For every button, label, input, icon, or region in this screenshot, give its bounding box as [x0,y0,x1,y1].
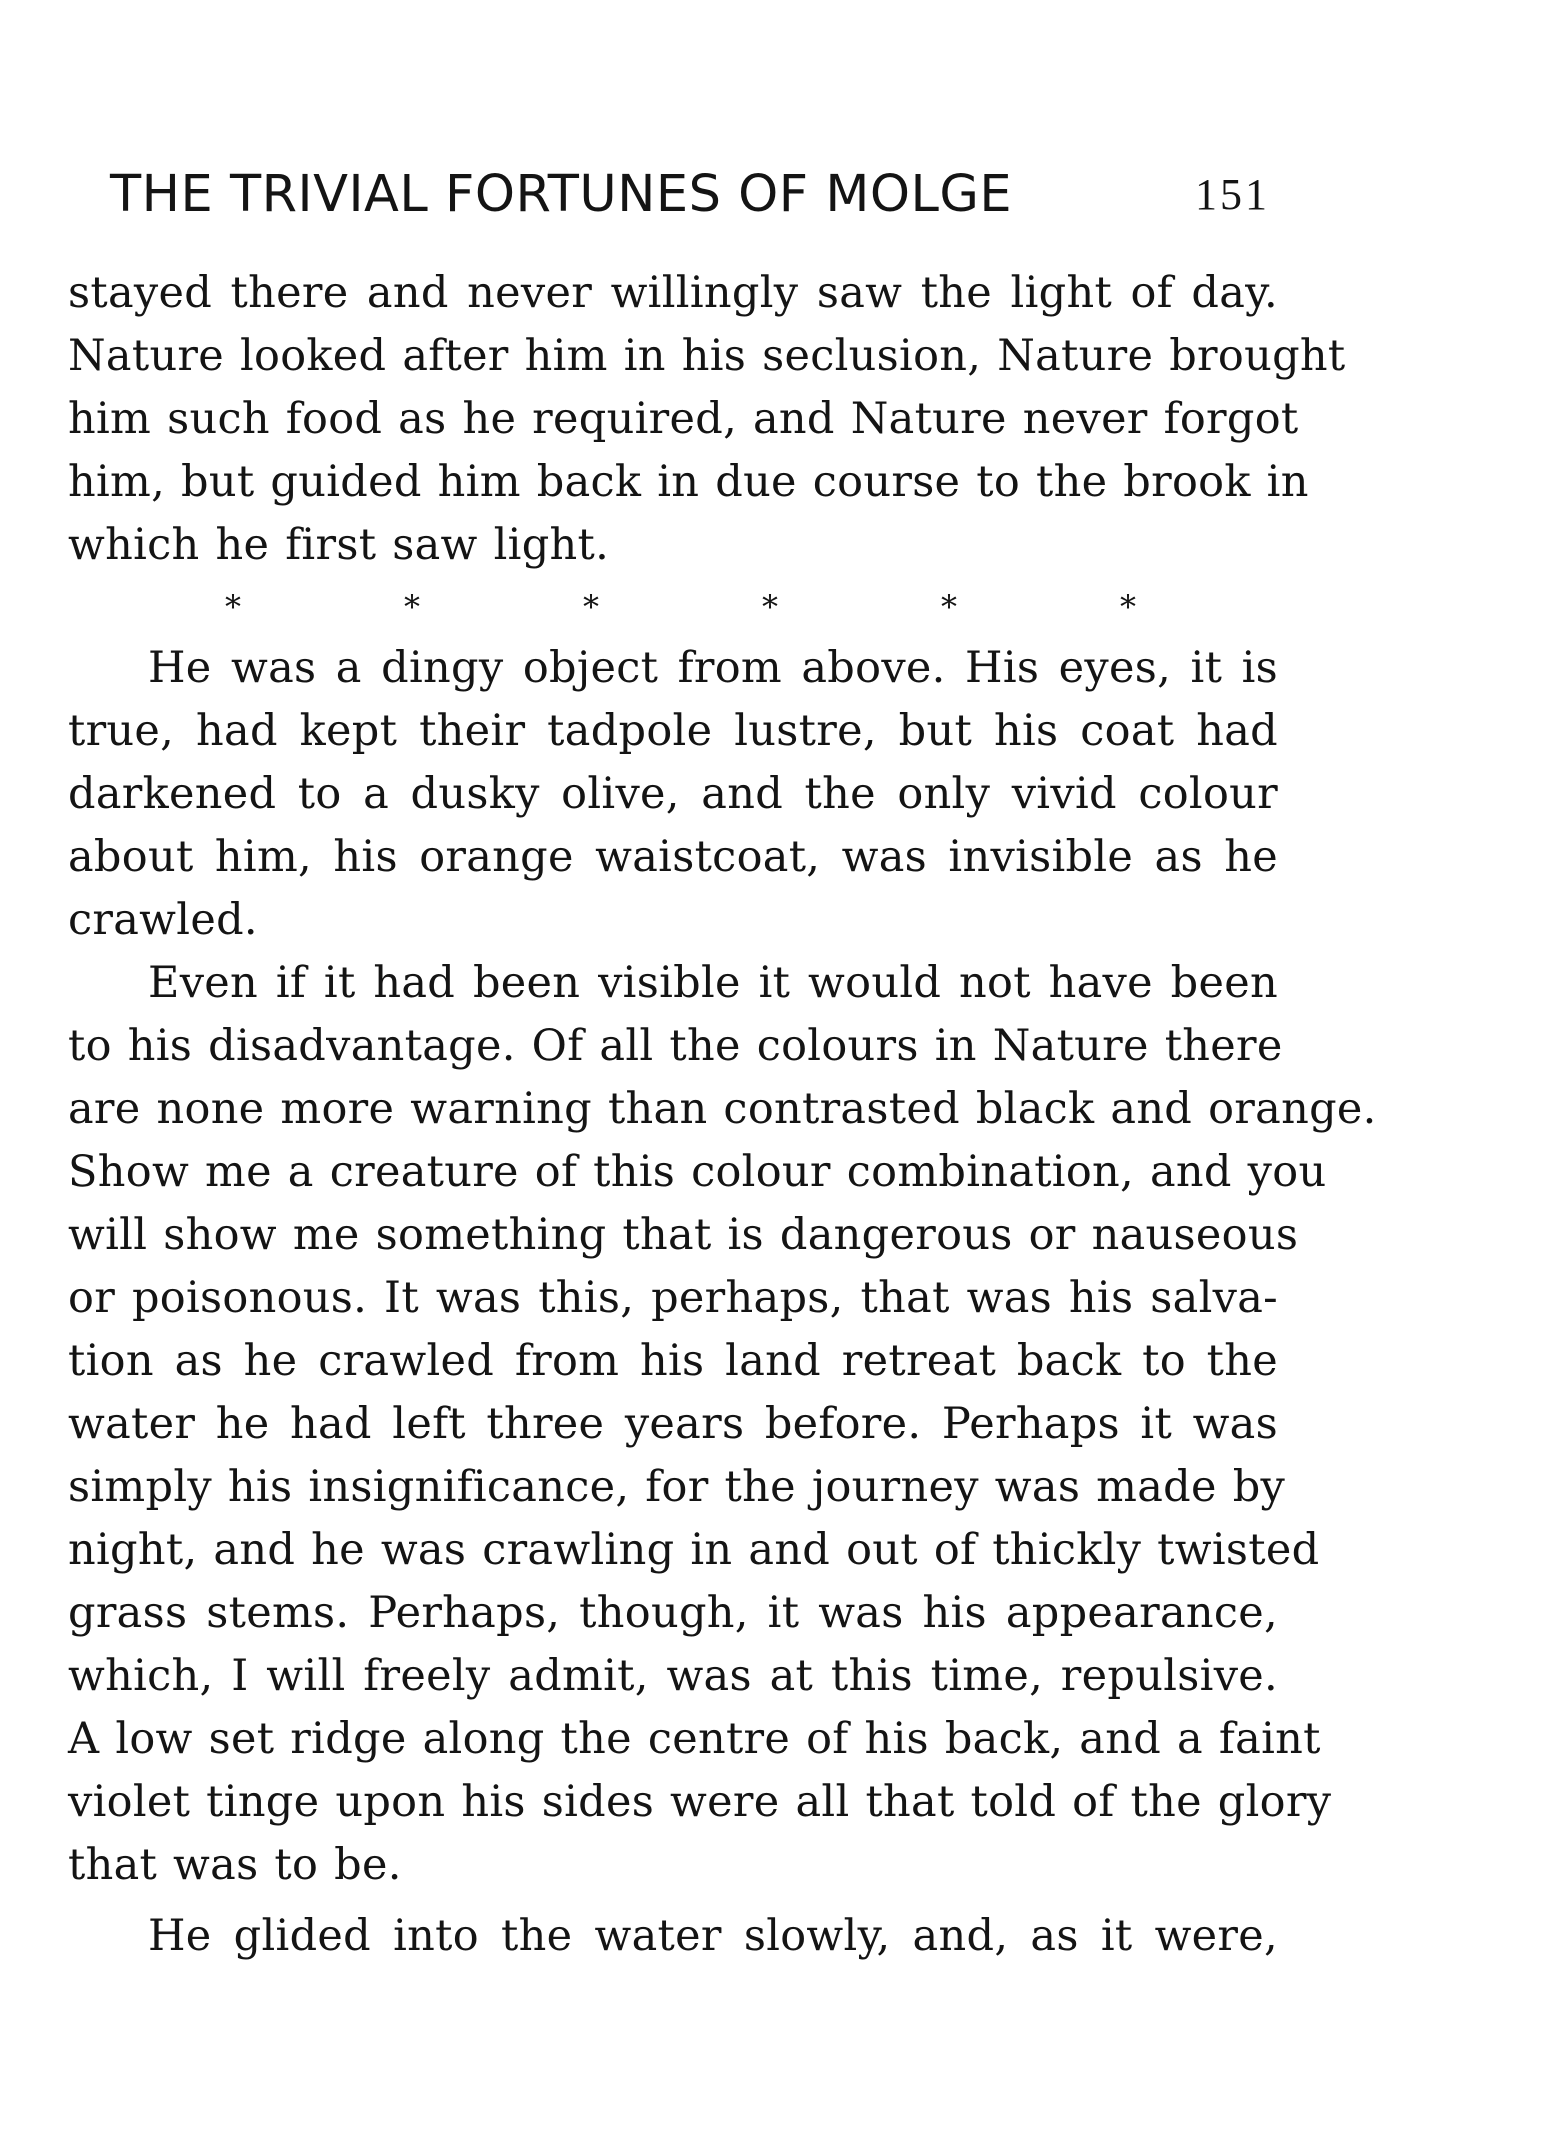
text-line: simply his insignificance, for the journey was made by [68,1462,1286,1512]
text-line: Even if it had been visible it would not have been [148,958,1278,1008]
text-line: will show me something that is dangerous or nauseous [68,1210,1299,1260]
asterisk-icon: * [941,588,957,626]
text-line: grass stems. Perhaps, though, it was his appearance, [68,1588,1278,1638]
paragraph-dingy-object [68,637,1278,952]
text-line: which he first saw light. [68,520,610,570]
text-line: are none more warning than contrasted black and orange. [68,1084,1377,1134]
paragraph-glided [68,1905,1278,1968]
page-number: 151 [1195,170,1270,219]
text-line: him, but guided him back in due course to the brook in [68,457,1309,507]
text-line: night, and he was crawling in and out of thickly twisted [68,1525,1320,1575]
text-line: He was a dingy object from above. His eyes, it is [148,643,1278,693]
asterisk-icon: * [583,588,599,626]
body-text [68,262,1377,1968]
text-line: crawled. [68,895,258,945]
text-line: violet tinge upon his sides were all that told of the glory [68,1777,1332,1827]
continued-paragraph [68,262,1346,577]
text-line: He glided into the water slowly, and, as it were, [148,1911,1278,1961]
running-title: THE TRIVIAL FORTUNES OF MOLGE [110,165,1013,224]
text-line: which, I will freely admit, was at this time, repulsive. [68,1651,1278,1701]
text-line: him such food as he required, and Nature never forgot [68,394,1299,444]
text-line: tion as he crawled from his land retreat back to the [68,1336,1278,1386]
paragraph-colours [68,952,1377,1897]
asterisk-icon: * [225,588,241,626]
text-line: to his disadvantage. Of all the colours in Nature there [68,1021,1283,1071]
text-line: water he had left three years before. Perhaps it was [68,1399,1278,1449]
section-separator [68,577,1278,637]
text-line: A low set ridge along the centre of his back, and a faint [68,1714,1321,1764]
page-header [110,160,1270,230]
text-line: or poisonous. It was this, perhaps, that was his salva- [68,1273,1278,1323]
text-line: about him, his orange waistcoat, was invisible as he [68,832,1278,882]
text-line: darkened to a dusky olive, and the only vivid colour [68,769,1278,819]
text-line: that was to be. [68,1840,402,1890]
text-line: true, had kept their tadpole lustre, but his coat had [68,706,1278,756]
asterisk-icon: * [404,588,420,626]
asterisk-icon: * [762,588,778,626]
text-line: Show me a creature of this colour combination, and you [68,1147,1327,1197]
text-line: stayed there and never willingly saw the light of day. [68,268,1278,318]
asterisk-icon: * [1120,588,1136,626]
text-line: Nature looked after him in his seclusion, Nature brought [68,331,1346,381]
paragraph-gap [68,1897,1278,1905]
